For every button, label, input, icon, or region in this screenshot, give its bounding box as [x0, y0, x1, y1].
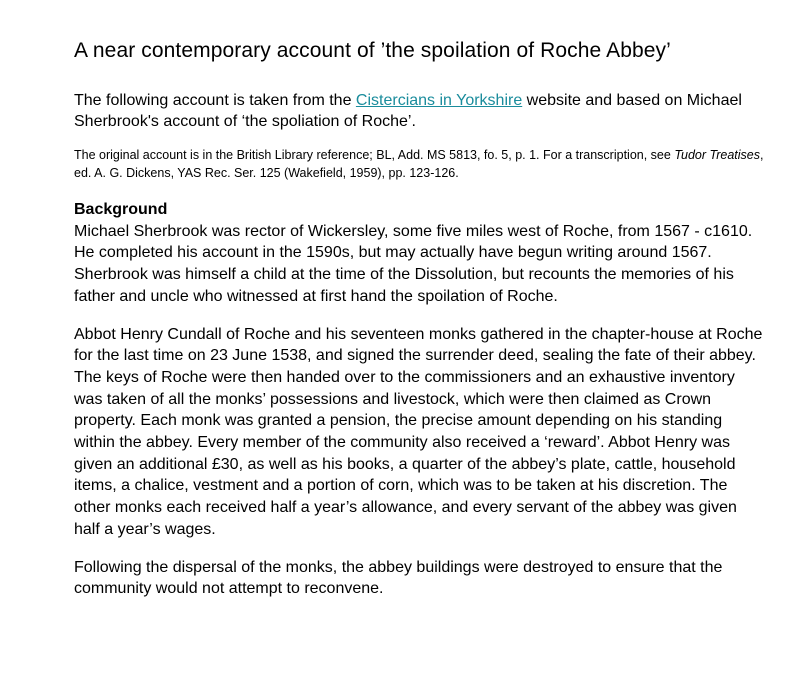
background-heading: Background	[74, 201, 168, 218]
intro-text-after-link: website and based on Michael Sherbrook's account of ‘the spoliation of Roche’.	[74, 92, 742, 130]
background-section	[74, 199, 764, 308]
intro-text-before-link: The following account is taken from the	[74, 92, 356, 109]
page-title: A near contemporary account of ’the spoilation of Roche Abbey’	[74, 39, 671, 62]
dispersal-paragraph: Following the dispersal of the monks, the abbey buildings were destroyed to ensure that the community would not attempt to reconvene.	[74, 558, 723, 598]
source-note	[74, 146, 764, 182]
source-note-text: The original account is in the British Library reference; BL, Add. MS 5813, fo. 5, p. 1. For a transcription, see	[74, 148, 675, 162]
source-note-book-title: Tudor Treatises	[674, 148, 760, 162]
document-page	[74, 38, 764, 616]
intro-paragraph	[74, 90, 764, 132]
cistercians-in-yorkshire-link[interactable]: Cistercians in Yorkshire	[355, 92, 523, 109]
background-text: Michael Sherbrook was rector of Wickersley, some five miles west of Roche, from 1567 - c1610. He completed his account in the 1590s, but may actually have begun writing around 1567. Sherbrook was himself a child at the time of the Dissolution, but recounts the memories of his father and uncle who witnessed at first hand the spoilation of Roche.	[74, 222, 753, 305]
surrender-paragraph: Abbot Henry Cundall of Roche and his seventeen monks gathered in the chapter-house at Roche for the last time on 23 June 1538, and signed the surrender deed, sealing the fate of their abbey. The keys of Roche were then handed over to the commissioners and an exhaustive inventory was taken of all the monks’ possessions and livestock, which were then claimed as Crown property. Each monk was granted a pension, the precise amount depending on his standing within the abbey. Every member of the community also received a ‘reward’. Abbot Henry was given an additional £30, as well as his books, a quarter of the abbey’s plate, cattle, household items, a chalice, vestment and a portion of corn, which was to be taken at his discretion. The other monks each received half a year’s allowance, and every servant of the abbey was given half a year’s wages.	[74, 325, 763, 538]
source-note-citation: , ed. A. G. Dickens, YAS Rec. Ser. 125 (Wakefield, 1959), pp. 123-126.	[74, 148, 764, 180]
